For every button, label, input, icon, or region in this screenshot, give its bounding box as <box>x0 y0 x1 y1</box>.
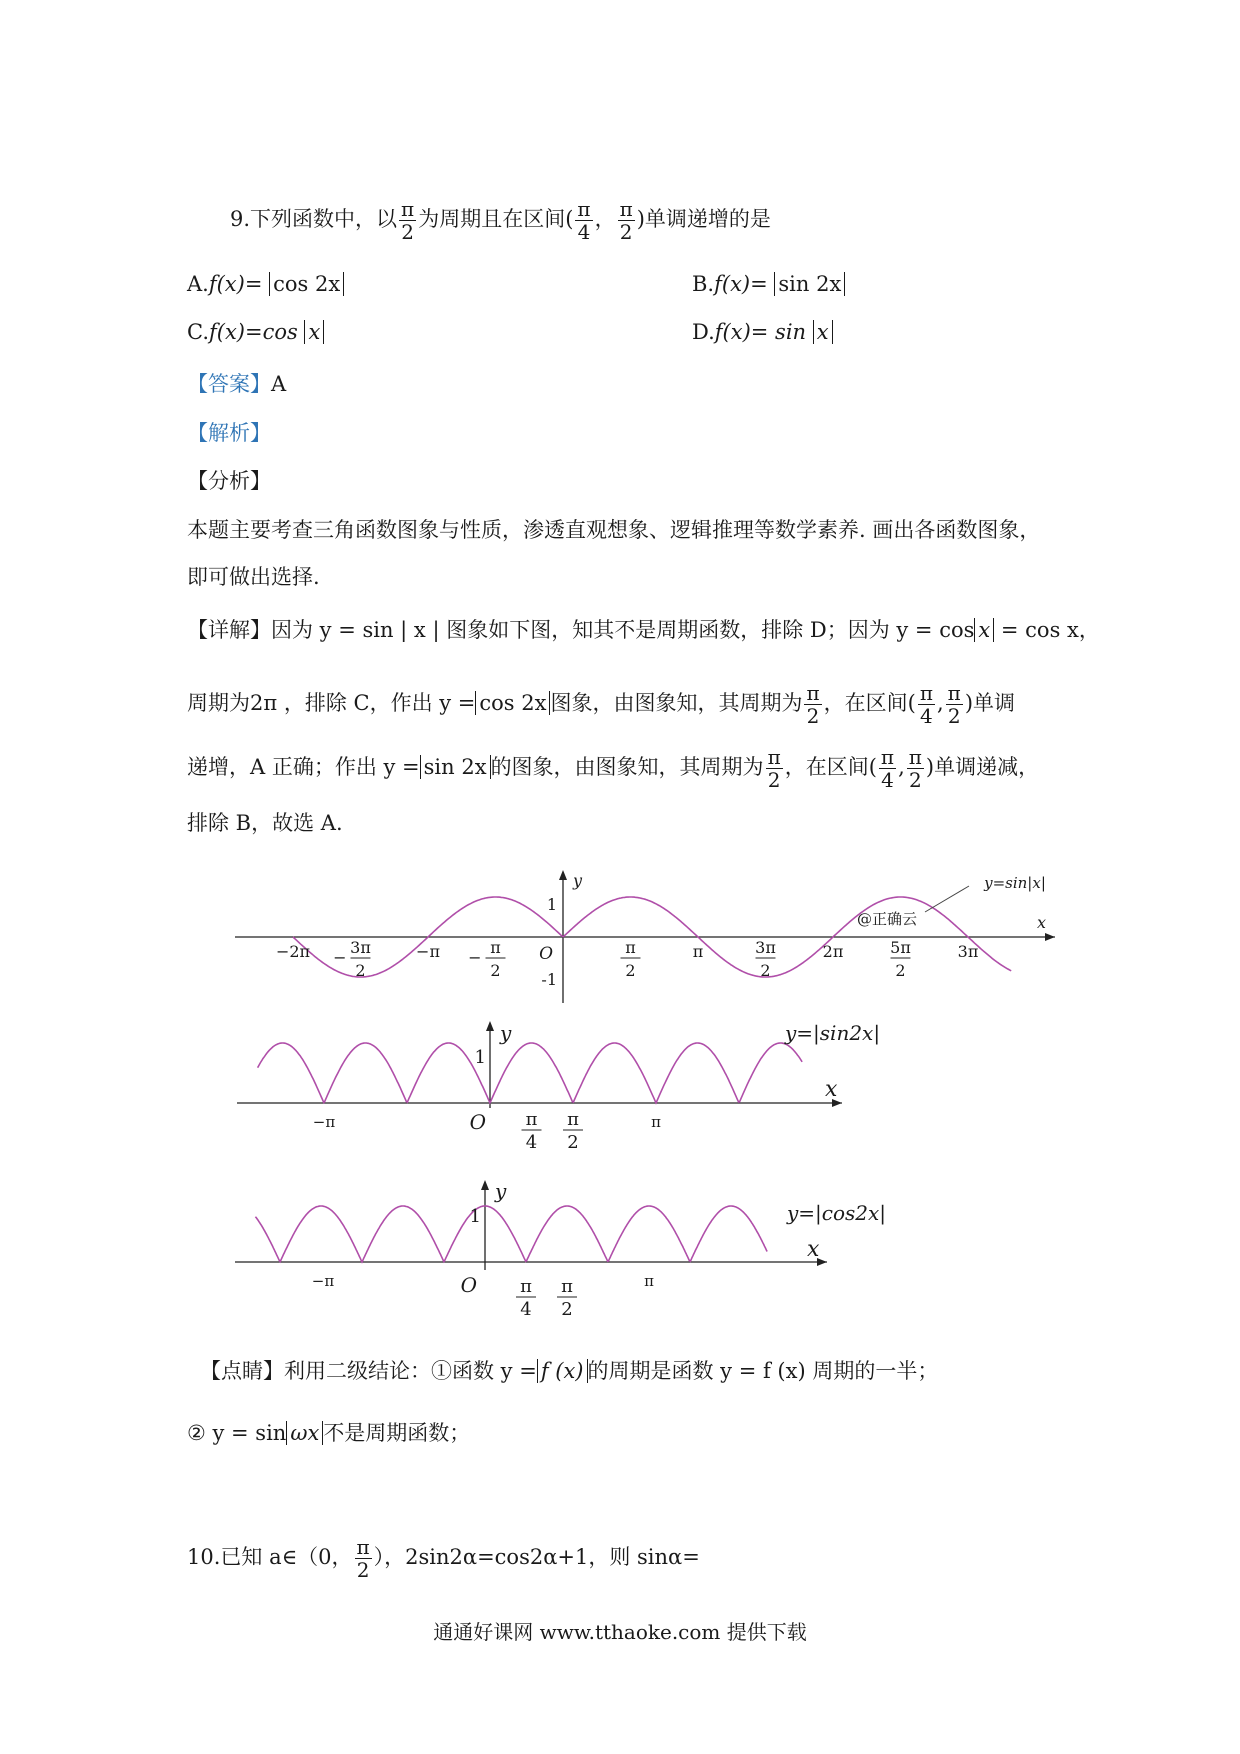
tick-pi: π <box>644 1272 654 1290</box>
x-axis-label: x <box>1037 913 1047 932</box>
analysis-line-2: 即可做出选择. <box>187 565 320 589</box>
graph-sin-abs-x <box>225 868 1065 1008</box>
frac-tick-0-num: π <box>525 1109 538 1130</box>
option-c: C.f(x)=cos x <box>187 320 324 344</box>
frac-tick-1-den: 2 <box>567 1132 579 1153</box>
curve-label: y=|cos2x| <box>787 1201 887 1225</box>
tick-label-2: π <box>692 942 704 961</box>
frac-tick-3-num: 3π <box>755 938 776 957</box>
remark-line-2: ② y = sin ωx 不是周期函数； <box>187 1421 471 1445</box>
tick-neg-pi: −π <box>312 1113 336 1131</box>
graph-abs-sin-2x <box>237 1018 881 1158</box>
y-axis-arrow <box>559 870 567 880</box>
answer-line <box>187 369 286 399</box>
y-neg-one-label: -1 <box>541 970 557 989</box>
abs-sin-2x-curve <box>258 1043 803 1103</box>
x-axis-arrow <box>1045 933 1055 941</box>
y-one-label: 1 <box>546 895 557 914</box>
x-axis-label: x <box>825 1077 838 1102</box>
tick-label-1: −π <box>416 942 440 961</box>
tick-label-3: 2π <box>822 942 844 961</box>
option-d: D.f(x)= sin x <box>692 320 833 344</box>
graph-abs-cos-2x <box>235 1179 887 1320</box>
curve-label-pointer <box>925 886 969 912</box>
curve-label: y=|sin2x| <box>785 1021 881 1045</box>
option-b: B.f(x)= sin 2x <box>692 272 845 296</box>
frac-tick-4-num: 5π <box>890 938 911 957</box>
frac-tick-4-den: 2 <box>895 961 906 980</box>
y-axis-label: y <box>573 871 583 890</box>
analysis-line-1: 本题主要考查三角函数图象与性质，渗透直观想象、逻辑推理等数学素养. 画出各函数图象， <box>187 518 1041 542</box>
origin-label: O <box>539 944 553 964</box>
origin-label: O <box>469 1110 486 1134</box>
frac-tick-0-sign: − <box>333 948 347 967</box>
frac-tick-1-num: π <box>561 1276 573 1297</box>
frac-tick-1-num: π <box>567 1109 579 1130</box>
y-axis-arrow <box>481 1180 489 1190</box>
abs-sin-2x-path <box>258 1043 803 1103</box>
frac-tick-2-num: π <box>625 938 636 957</box>
x-axis-label: x <box>807 1237 820 1262</box>
origin-label: O <box>460 1273 477 1297</box>
tick-pi: π <box>651 1113 661 1131</box>
remark-line-1: 【点睛】利用二级结论：①函数 y = f (x) 的周期是函数 y = f (x) 周期的一半； <box>200 1359 939 1383</box>
y-axis-label: y <box>500 1021 512 1045</box>
footer: 通通好课网 www.tthaoke.com 提供下载 <box>433 1620 807 1644</box>
frac-tick-2-den: 2 <box>625 961 636 980</box>
question-10: 10.已知 a∈（0， $\frac{\pi}{2}$ ），2sin2α=cos2α+1，则 sinα= <box>187 1535 700 1582</box>
frac-tick-0-den: 2 <box>355 961 366 980</box>
fraction-pi-over-2b: $\frac{\pi}{2}$ <box>619 197 633 244</box>
fraction-pi-over-2: $\frac{\pi}{2}$ <box>401 197 415 244</box>
frac-tick-3-den: 2 <box>760 961 771 980</box>
y-one-label: 1 <box>474 1047 486 1068</box>
question-9: 9.下列函数中，以 $\frac{\pi}{2}$ 为周期且在区间( $\frac{\pi}{4}$ ， $\frac{\pi}{2}$ )单调递增的是 <box>230 197 771 244</box>
frac-tick-0-num: π <box>520 1276 532 1297</box>
abs-cos-2x-curve <box>255 1206 767 1262</box>
frac-tick-1-sign: − <box>468 948 482 967</box>
detail-line-1: 【详解】因为 y = sin | x | 图象如下图，知其不是周期函数，排除 D；因为 y = cos x = cos x， <box>187 618 1100 642</box>
analysis-tag: 【分析】 <box>187 469 271 493</box>
tick-label-4: 3π <box>957 942 979 961</box>
y-one-label: 1 <box>469 1206 481 1227</box>
frac-tick-1-den: 2 <box>561 1299 573 1320</box>
frac-tick-0-den: 4 <box>520 1299 532 1320</box>
explain-tag: 【解析】 <box>187 421 271 445</box>
detail-line-2: 周期为2π ，排除 C，作出 y = cos 2x 图象，由图象知，其周期为 $\frac{\pi}{2}$ ，在区间( $\frac{\pi}{4}$ , $\frac{\pi}{2}$ )单调 <box>187 681 1016 728</box>
tick-label-0: −2π <box>275 942 311 961</box>
frac-tick-1-den: 2 <box>490 961 501 980</box>
detail-line-3: 递增，A 正确；作出 y = sin 2x 的图象，由图象知，其周期为 $\frac{\pi}{2}$ ，在区间( $\frac{\pi}{4}$ , $\frac{\pi}{2}$ )单调递减， <box>187 745 1040 792</box>
frac-tick-1-num: π <box>490 938 501 957</box>
detail-line-4: 排除 B，故选 A. <box>187 811 343 835</box>
watermark: @正确云 <box>857 910 918 928</box>
y-axis-arrow <box>486 1021 494 1031</box>
frac-tick-0-den: 4 <box>525 1132 538 1153</box>
fraction-pi-over-4: $\frac{\pi}{4}$ <box>577 197 591 244</box>
answer-value: A <box>271 372 287 396</box>
answer-tag: 【答案】 <box>187 372 271 396</box>
option-a: A.f(x)= cos 2x <box>187 272 344 296</box>
y-axis-label: y <box>495 1179 507 1203</box>
frac-tick-0-num: 3π <box>350 938 371 957</box>
tick-neg-pi: −π <box>311 1272 335 1290</box>
curve-label: y=sin|x| <box>984 874 1046 892</box>
abs-cos-2x-path <box>255 1206 767 1262</box>
